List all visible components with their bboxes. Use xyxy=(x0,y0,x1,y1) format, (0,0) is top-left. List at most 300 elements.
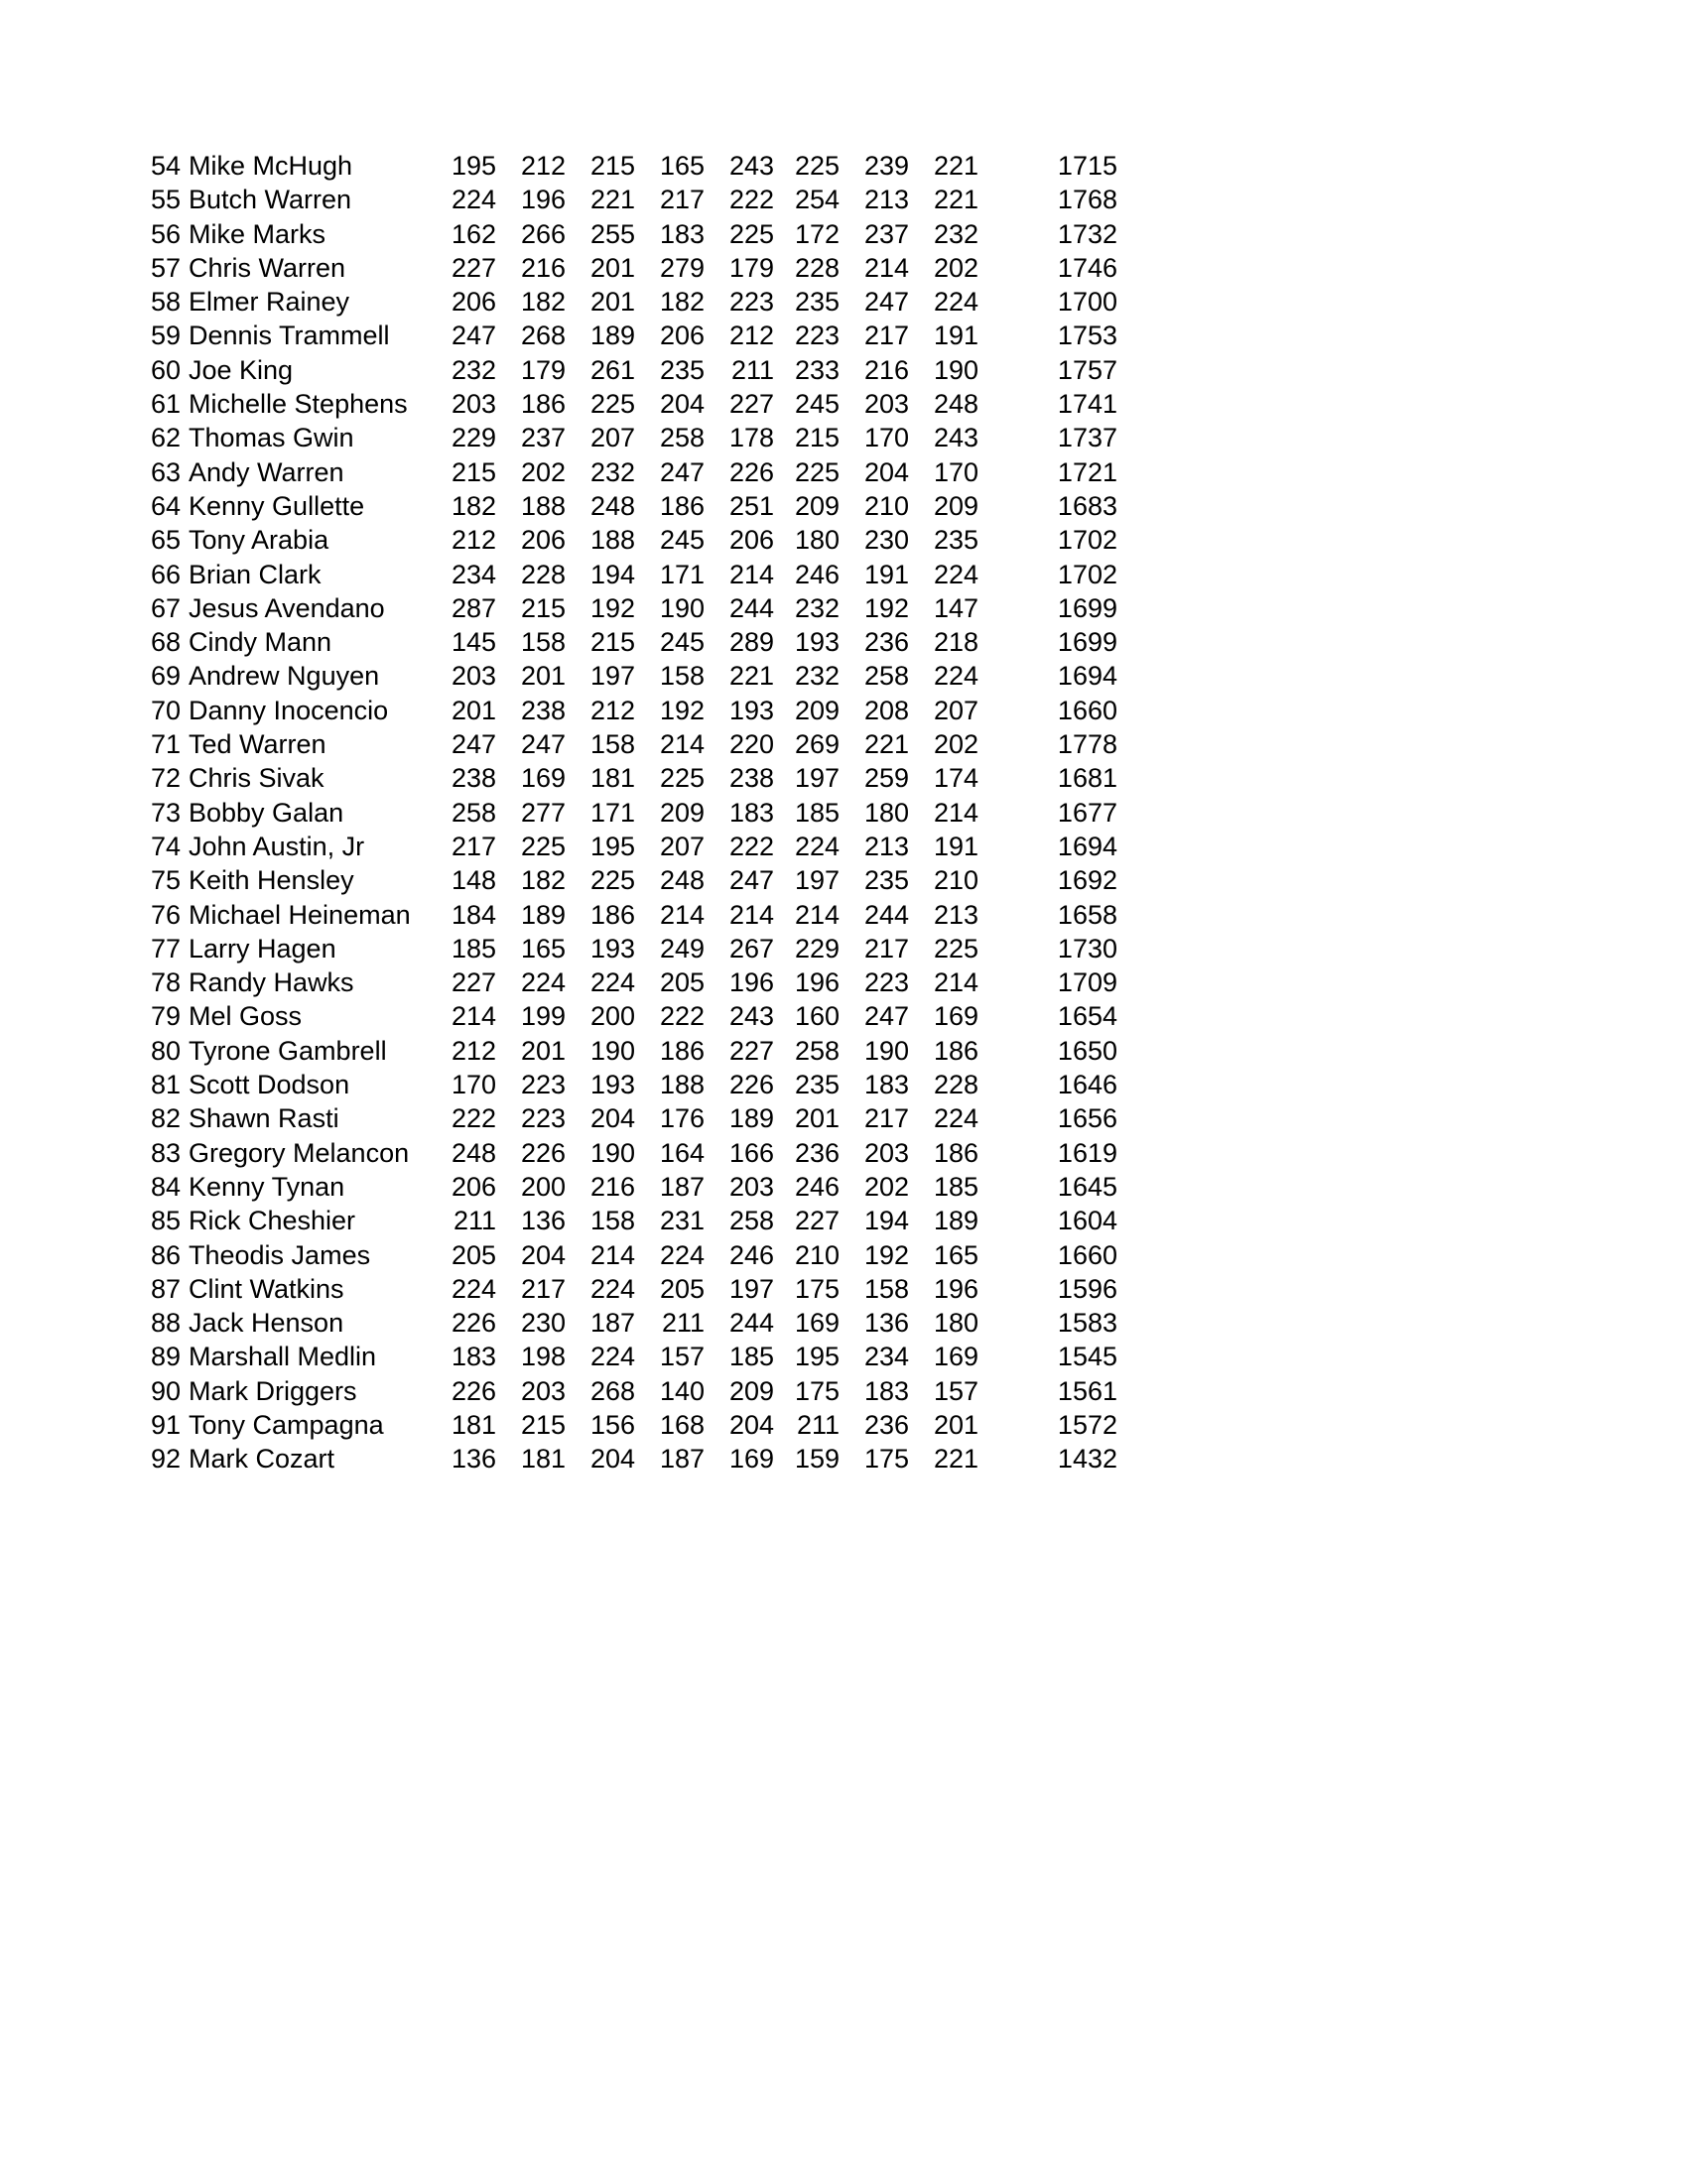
game-6-score-cell: 169 xyxy=(794,1308,840,1339)
game-8-score-cell: 186 xyxy=(933,1035,978,1066)
game-4-score-cell: 258 xyxy=(659,423,705,453)
game-6-score-cell: 223 xyxy=(794,321,840,351)
game-5-score-cell: 226 xyxy=(728,1070,774,1100)
game-3-score-cell: 204 xyxy=(589,1444,635,1475)
game-8-score-cell: 202 xyxy=(933,729,978,760)
game-2-score-cell: 201 xyxy=(520,1035,566,1066)
total-pinfall-cell: 1681 xyxy=(1057,763,1117,794)
game-4-score-cell: 225 xyxy=(659,763,705,794)
total-pinfall-cell: 1646 xyxy=(1057,1070,1117,1100)
game-2-score-cell: 277 xyxy=(520,797,566,828)
rank-cell: 92 xyxy=(150,1444,181,1475)
game-5-score-cell: 258 xyxy=(728,1206,774,1236)
game-5-score-cell: 212 xyxy=(728,321,774,351)
game-7-score-cell: 217 xyxy=(863,933,909,964)
rank-cell: 80 xyxy=(150,1035,181,1066)
game-4-score-cell: 176 xyxy=(659,1103,705,1134)
standings-row xyxy=(0,558,1687,591)
game-6-score-cell: 245 xyxy=(794,389,840,420)
game-6-score-cell: 195 xyxy=(794,1342,840,1372)
game-4-score-cell: 186 xyxy=(659,490,705,521)
game-4-score-cell: 279 xyxy=(659,252,705,283)
bowler-name-cell: Michelle Stephens xyxy=(189,389,408,420)
bowler-name-cell: Butch Warren xyxy=(189,185,352,215)
game-3-score-cell: 225 xyxy=(589,865,635,896)
game-7-score-cell: 216 xyxy=(863,354,909,385)
game-3-score-cell: 212 xyxy=(589,695,635,725)
game-5-score-cell: 193 xyxy=(728,695,774,725)
standings-row xyxy=(0,727,1687,761)
game-7-score-cell: 158 xyxy=(863,1273,909,1304)
game-1-score-cell: 195 xyxy=(451,151,496,181)
game-7-score-cell: 183 xyxy=(863,1375,909,1406)
rank-cell: 72 xyxy=(150,763,181,794)
game-6-score-cell: 236 xyxy=(794,1137,840,1168)
total-pinfall-cell: 1650 xyxy=(1057,1035,1117,1066)
game-6-score-cell: 209 xyxy=(794,695,840,725)
game-5-score-cell: 209 xyxy=(728,1375,774,1406)
game-2-score-cell: 165 xyxy=(520,933,566,964)
game-3-score-cell: 187 xyxy=(589,1308,635,1339)
rank-cell: 60 xyxy=(150,354,181,385)
standings-row xyxy=(0,830,1687,863)
standings-row xyxy=(0,319,1687,352)
game-2-score-cell: 212 xyxy=(520,151,566,181)
standings-row xyxy=(0,455,1687,489)
game-7-score-cell: 210 xyxy=(863,490,909,521)
game-6-score-cell: 254 xyxy=(794,185,840,215)
total-pinfall-cell: 1432 xyxy=(1057,1444,1117,1475)
standings-row xyxy=(0,251,1687,285)
bowler-name-cell: Andrew Nguyen xyxy=(189,661,380,692)
game-8-score-cell: 180 xyxy=(933,1308,978,1339)
game-6-score-cell: 235 xyxy=(794,1070,840,1100)
game-1-score-cell: 248 xyxy=(451,1137,496,1168)
game-7-score-cell: 203 xyxy=(863,1137,909,1168)
game-2-score-cell: 215 xyxy=(520,592,566,623)
total-pinfall-cell: 1694 xyxy=(1057,831,1117,861)
game-6-score-cell: 233 xyxy=(794,354,840,385)
game-1-score-cell: 287 xyxy=(451,592,496,623)
rank-cell: 58 xyxy=(150,287,181,318)
rank-cell: 75 xyxy=(150,865,181,896)
game-3-score-cell: 181 xyxy=(589,763,635,794)
bowler-name-cell: Cindy Mann xyxy=(189,627,332,658)
standings-row xyxy=(0,183,1687,216)
game-4-score-cell: 231 xyxy=(659,1206,705,1236)
bowler-name-cell: Mark Driggers xyxy=(189,1375,357,1406)
game-8-score-cell: 201 xyxy=(933,1409,978,1440)
game-4-score-cell: 209 xyxy=(659,797,705,828)
bowler-name-cell: Thomas Gwin xyxy=(189,423,354,453)
bowler-name-cell: Dennis Trammell xyxy=(189,321,390,351)
game-4-score-cell: 186 xyxy=(659,1035,705,1066)
game-6-score-cell: 214 xyxy=(794,899,840,930)
standings-row xyxy=(0,1034,1687,1068)
game-5-score-cell: 197 xyxy=(728,1273,774,1304)
rank-cell: 81 xyxy=(150,1070,181,1100)
total-pinfall-cell: 1709 xyxy=(1057,967,1117,998)
game-8-score-cell: 202 xyxy=(933,252,978,283)
bowler-name-cell: Elmer Rainey xyxy=(189,287,350,318)
game-8-score-cell: 169 xyxy=(933,1342,978,1372)
rank-cell: 84 xyxy=(150,1171,181,1202)
game-1-score-cell: 224 xyxy=(451,1273,496,1304)
game-8-score-cell: 185 xyxy=(933,1171,978,1202)
game-3-score-cell: 248 xyxy=(589,490,635,521)
game-5-score-cell: 221 xyxy=(728,661,774,692)
game-1-score-cell: 214 xyxy=(451,1001,496,1032)
game-6-score-cell: 227 xyxy=(794,1206,840,1236)
game-2-score-cell: 188 xyxy=(520,490,566,521)
standings-row xyxy=(0,863,1687,897)
game-8-score-cell: 157 xyxy=(933,1375,978,1406)
game-4-score-cell: 222 xyxy=(659,1001,705,1032)
game-8-score-cell: 174 xyxy=(933,763,978,794)
standings-row xyxy=(0,796,1687,830)
game-3-score-cell: 193 xyxy=(589,933,635,964)
game-5-score-cell: 247 xyxy=(728,865,774,896)
game-1-score-cell: 226 xyxy=(451,1308,496,1339)
game-4-score-cell: 190 xyxy=(659,592,705,623)
game-3-score-cell: 186 xyxy=(589,899,635,930)
game-8-score-cell: 224 xyxy=(933,661,978,692)
bowler-name-cell: Michael Heineman xyxy=(189,899,411,930)
game-3-score-cell: 192 xyxy=(589,592,635,623)
game-4-score-cell: 217 xyxy=(659,185,705,215)
game-1-score-cell: 145 xyxy=(451,627,496,658)
rank-cell: 55 xyxy=(150,185,181,215)
rank-cell: 91 xyxy=(150,1409,181,1440)
game-4-score-cell: 214 xyxy=(659,729,705,760)
total-pinfall-cell: 1604 xyxy=(1057,1206,1117,1236)
game-7-score-cell: 234 xyxy=(863,1342,909,1372)
total-pinfall-cell: 1683 xyxy=(1057,490,1117,521)
game-6-score-cell: 225 xyxy=(794,456,840,487)
game-4-score-cell: 204 xyxy=(659,389,705,420)
rank-cell: 62 xyxy=(150,423,181,453)
game-8-score-cell: 221 xyxy=(933,185,978,215)
rank-cell: 77 xyxy=(150,933,181,964)
game-8-score-cell: 196 xyxy=(933,1273,978,1304)
rank-cell: 86 xyxy=(150,1239,181,1270)
bowler-name-cell: Clint Watkins xyxy=(189,1273,344,1304)
game-3-score-cell: 225 xyxy=(589,389,635,420)
standings-row xyxy=(0,694,1687,727)
standings-row xyxy=(0,999,1687,1033)
game-8-score-cell: 169 xyxy=(933,1001,978,1032)
bowler-name-cell: Tony Arabia xyxy=(189,525,329,556)
game-8-score-cell: 243 xyxy=(933,423,978,453)
game-2-score-cell: 158 xyxy=(520,627,566,658)
total-pinfall-cell: 1702 xyxy=(1057,559,1117,589)
game-6-score-cell: 246 xyxy=(794,1171,840,1202)
game-7-score-cell: 247 xyxy=(863,287,909,318)
rank-cell: 61 xyxy=(150,389,181,420)
game-2-score-cell: 181 xyxy=(520,1444,566,1475)
game-7-score-cell: 136 xyxy=(863,1308,909,1339)
game-4-score-cell: 192 xyxy=(659,695,705,725)
game-6-score-cell: 258 xyxy=(794,1035,840,1066)
game-5-score-cell: 226 xyxy=(728,456,774,487)
game-5-score-cell: 227 xyxy=(728,1035,774,1066)
standings-row xyxy=(0,932,1687,965)
bowler-name-cell: Chris Sivak xyxy=(189,763,324,794)
game-8-score-cell: 224 xyxy=(933,1103,978,1134)
game-7-score-cell: 230 xyxy=(863,525,909,556)
game-4-score-cell: 187 xyxy=(659,1171,705,1202)
game-4-score-cell: 214 xyxy=(659,899,705,930)
game-3-score-cell: 188 xyxy=(589,525,635,556)
game-7-score-cell: 183 xyxy=(863,1070,909,1100)
total-pinfall-cell: 1660 xyxy=(1057,1239,1117,1270)
game-8-score-cell: 218 xyxy=(933,627,978,658)
bowler-name-cell: Brian Clark xyxy=(189,559,322,589)
bowler-name-cell: Mel Goss xyxy=(189,1001,303,1032)
game-2-score-cell: 186 xyxy=(520,389,566,420)
game-4-score-cell: 140 xyxy=(659,1375,705,1406)
game-5-score-cell: 227 xyxy=(728,389,774,420)
game-2-score-cell: 182 xyxy=(520,865,566,896)
game-6-score-cell: 224 xyxy=(794,831,840,861)
game-7-score-cell: 191 xyxy=(863,559,909,589)
bowler-name-cell: Mike McHugh xyxy=(189,151,353,181)
rank-cell: 57 xyxy=(150,252,181,283)
game-4-score-cell: 171 xyxy=(659,559,705,589)
game-3-score-cell: 197 xyxy=(589,661,635,692)
game-1-score-cell: 162 xyxy=(451,218,496,249)
game-5-score-cell: 238 xyxy=(728,763,774,794)
game-3-score-cell: 171 xyxy=(589,797,635,828)
game-5-score-cell: 214 xyxy=(728,559,774,589)
game-7-score-cell: 237 xyxy=(863,218,909,249)
standings-row xyxy=(0,421,1687,454)
game-8-score-cell: 170 xyxy=(933,456,978,487)
rank-cell: 82 xyxy=(150,1103,181,1134)
game-5-score-cell: 169 xyxy=(728,1444,774,1475)
standings-row xyxy=(0,217,1687,251)
game-8-score-cell: 221 xyxy=(933,151,978,181)
total-pinfall-cell: 1694 xyxy=(1057,661,1117,692)
game-3-score-cell: 221 xyxy=(589,185,635,215)
standings-row xyxy=(0,489,1687,523)
bowler-name-cell: Larry Hagen xyxy=(189,933,336,964)
rank-cell: 89 xyxy=(150,1342,181,1372)
game-3-score-cell: 215 xyxy=(589,627,635,658)
total-pinfall-cell: 1658 xyxy=(1057,899,1117,930)
game-6-score-cell: 232 xyxy=(794,592,840,623)
total-pinfall-cell: 1741 xyxy=(1057,389,1117,420)
game-3-score-cell: 255 xyxy=(589,218,635,249)
rank-cell: 71 xyxy=(150,729,181,760)
standings-row xyxy=(0,1238,1687,1272)
bowler-name-cell: Ted Warren xyxy=(189,729,326,760)
bowler-name-cell: Chris Warren xyxy=(189,252,346,283)
bowler-name-cell: Kenny Gullette xyxy=(189,490,365,521)
bowler-name-cell: Marshall Medlin xyxy=(189,1342,377,1372)
bowler-name-cell: Keith Hensley xyxy=(189,865,354,896)
game-3-score-cell: 216 xyxy=(589,1171,635,1202)
total-pinfall-cell: 1583 xyxy=(1057,1308,1117,1339)
game-4-score-cell: 164 xyxy=(659,1137,705,1168)
game-1-score-cell: 206 xyxy=(451,1171,496,1202)
rank-cell: 73 xyxy=(150,797,181,828)
game-5-score-cell: 246 xyxy=(728,1239,774,1270)
game-6-score-cell: 180 xyxy=(794,525,840,556)
game-5-score-cell: 196 xyxy=(728,967,774,998)
game-4-score-cell: 188 xyxy=(659,1070,705,1100)
rank-cell: 79 xyxy=(150,1001,181,1032)
game-2-score-cell: 200 xyxy=(520,1171,566,1202)
game-5-score-cell: 189 xyxy=(728,1103,774,1134)
game-1-score-cell: 136 xyxy=(451,1444,496,1475)
bowler-name-cell: Mike Marks xyxy=(189,218,326,249)
game-4-score-cell: 205 xyxy=(659,967,705,998)
total-pinfall-cell: 1699 xyxy=(1057,627,1117,658)
bowler-name-cell: Scott Dodson xyxy=(189,1070,350,1100)
game-7-score-cell: 258 xyxy=(863,661,909,692)
standings-row xyxy=(0,523,1687,557)
game-1-score-cell: 211 xyxy=(453,1206,496,1236)
game-2-score-cell: 247 xyxy=(520,729,566,760)
game-1-score-cell: 181 xyxy=(451,1409,496,1440)
game-2-score-cell: 198 xyxy=(520,1342,566,1372)
game-8-score-cell: 189 xyxy=(933,1206,978,1236)
game-7-score-cell: 190 xyxy=(863,1035,909,1066)
game-8-score-cell: 228 xyxy=(933,1070,978,1100)
game-3-score-cell: 224 xyxy=(589,1342,635,1372)
standings-row xyxy=(0,1340,1687,1373)
game-7-score-cell: 217 xyxy=(863,321,909,351)
game-1-score-cell: 148 xyxy=(451,865,496,896)
game-7-score-cell: 214 xyxy=(863,252,909,283)
game-4-score-cell: 245 xyxy=(659,525,705,556)
game-2-score-cell: 223 xyxy=(520,1103,566,1134)
game-8-score-cell: 224 xyxy=(933,287,978,318)
game-7-score-cell: 236 xyxy=(863,627,909,658)
rank-cell: 63 xyxy=(150,456,181,487)
game-7-score-cell: 194 xyxy=(863,1206,909,1236)
game-1-score-cell: 224 xyxy=(451,185,496,215)
standings-row xyxy=(0,1068,1687,1101)
game-6-score-cell: 211 xyxy=(796,1409,840,1440)
game-3-score-cell: 232 xyxy=(589,456,635,487)
game-2-score-cell: 237 xyxy=(520,423,566,453)
game-8-score-cell: 235 xyxy=(933,525,978,556)
bowler-name-cell: Jesus Avendano xyxy=(189,592,385,623)
game-6-score-cell: 228 xyxy=(794,252,840,283)
game-6-score-cell: 209 xyxy=(794,490,840,521)
game-5-score-cell: 289 xyxy=(728,627,774,658)
game-1-score-cell: 227 xyxy=(451,967,496,998)
game-2-score-cell: 238 xyxy=(520,695,566,725)
game-6-score-cell: 197 xyxy=(794,865,840,896)
game-4-score-cell: 248 xyxy=(659,865,705,896)
game-1-score-cell: 222 xyxy=(451,1103,496,1134)
game-2-score-cell: 217 xyxy=(520,1273,566,1304)
game-7-score-cell: 180 xyxy=(863,797,909,828)
game-8-score-cell: 248 xyxy=(933,389,978,420)
game-2-score-cell: 204 xyxy=(520,1239,566,1270)
game-7-score-cell: 223 xyxy=(863,967,909,998)
game-6-score-cell: 175 xyxy=(794,1273,840,1304)
game-8-score-cell: 232 xyxy=(933,218,978,249)
standings-row xyxy=(0,1306,1687,1340)
game-6-score-cell: 229 xyxy=(794,933,840,964)
standings-row xyxy=(0,1374,1687,1408)
game-8-score-cell: 214 xyxy=(933,967,978,998)
game-5-score-cell: 222 xyxy=(728,831,774,861)
game-5-score-cell: 214 xyxy=(728,899,774,930)
game-4-score-cell: 182 xyxy=(659,287,705,318)
game-6-score-cell: 269 xyxy=(794,729,840,760)
bowler-name-cell: Theodis James xyxy=(189,1239,371,1270)
game-3-score-cell: 189 xyxy=(589,321,635,351)
rank-cell: 68 xyxy=(150,627,181,658)
total-pinfall-cell: 1699 xyxy=(1057,592,1117,623)
game-1-score-cell: 203 xyxy=(451,661,496,692)
game-5-score-cell: 220 xyxy=(728,729,774,760)
total-pinfall-cell: 1572 xyxy=(1057,1409,1117,1440)
total-pinfall-cell: 1654 xyxy=(1057,1001,1117,1032)
rank-cell: 64 xyxy=(150,490,181,521)
game-2-score-cell: 268 xyxy=(520,321,566,351)
total-pinfall-cell: 1757 xyxy=(1057,354,1117,385)
rank-cell: 56 xyxy=(150,218,181,249)
standings-row xyxy=(0,1442,1687,1476)
game-7-score-cell: 170 xyxy=(863,423,909,453)
bowler-name-cell: Kenny Tynan xyxy=(189,1171,345,1202)
game-6-score-cell: 197 xyxy=(794,763,840,794)
game-5-score-cell: 223 xyxy=(728,287,774,318)
total-pinfall-cell: 1545 xyxy=(1057,1342,1117,1372)
game-1-score-cell: 234 xyxy=(451,559,496,589)
game-3-score-cell: 214 xyxy=(589,1239,635,1270)
total-pinfall-cell: 1619 xyxy=(1057,1137,1117,1168)
game-7-score-cell: 235 xyxy=(863,865,909,896)
game-8-score-cell: 214 xyxy=(933,797,978,828)
bowler-name-cell: Rick Cheshier xyxy=(189,1206,356,1236)
game-8-score-cell: 190 xyxy=(933,354,978,385)
total-pinfall-cell: 1753 xyxy=(1057,321,1117,351)
game-3-score-cell: 215 xyxy=(589,151,635,181)
total-pinfall-cell: 1596 xyxy=(1057,1273,1117,1304)
total-pinfall-cell: 1715 xyxy=(1057,151,1117,181)
game-7-score-cell: 204 xyxy=(863,456,909,487)
game-7-score-cell: 239 xyxy=(863,151,909,181)
game-5-score-cell: 244 xyxy=(728,592,774,623)
game-6-score-cell: 193 xyxy=(794,627,840,658)
game-3-score-cell: 268 xyxy=(589,1375,635,1406)
game-2-score-cell: 230 xyxy=(520,1308,566,1339)
rank-cell: 87 xyxy=(150,1273,181,1304)
bowler-name-cell: Tyrone Gambrell xyxy=(189,1035,387,1066)
standings-row xyxy=(0,591,1687,625)
standings-row xyxy=(0,761,1687,795)
game-5-score-cell: 166 xyxy=(728,1137,774,1168)
game-1-score-cell: 182 xyxy=(451,490,496,521)
total-pinfall-cell: 1660 xyxy=(1057,695,1117,725)
game-6-score-cell: 196 xyxy=(794,967,840,998)
game-8-score-cell: 147 xyxy=(933,592,978,623)
game-7-score-cell: 213 xyxy=(863,185,909,215)
game-1-score-cell: 206 xyxy=(451,287,496,318)
rank-cell: 70 xyxy=(150,695,181,725)
game-1-score-cell: 258 xyxy=(451,797,496,828)
game-4-score-cell: 247 xyxy=(659,456,705,487)
game-4-score-cell: 183 xyxy=(659,218,705,249)
game-5-score-cell: 206 xyxy=(728,525,774,556)
